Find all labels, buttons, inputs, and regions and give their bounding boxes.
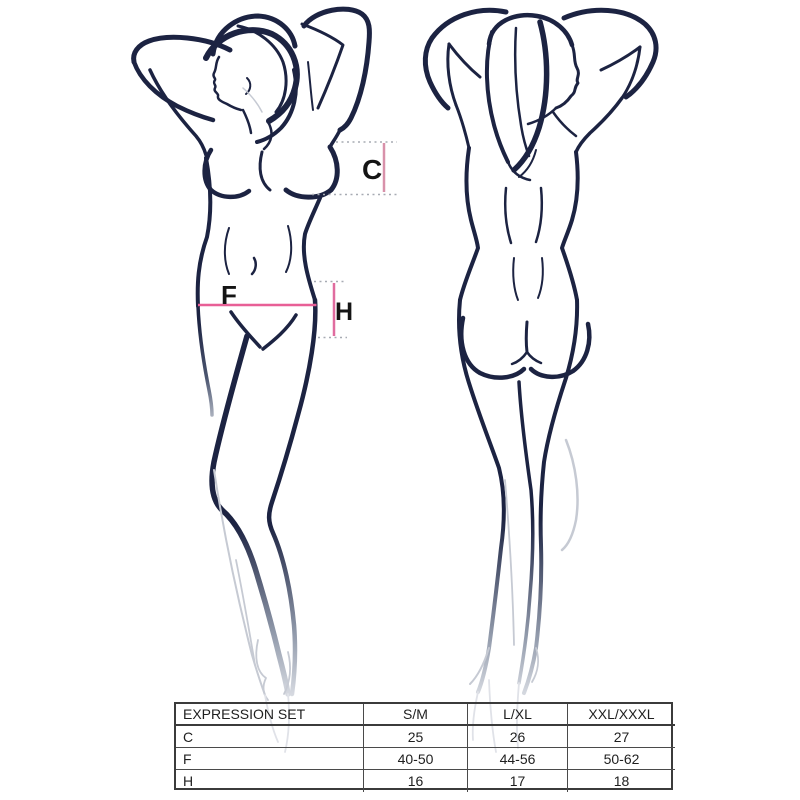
measurement-label-c: C	[362, 154, 383, 185]
size-table-value: 40-50	[364, 748, 468, 770]
size-table-value: 50-62	[568, 748, 675, 770]
size-table-product-name: EXPRESSION SET	[176, 704, 364, 726]
size-table	[174, 702, 673, 790]
back-figure-illustration	[425, 10, 656, 752]
size-table-row-label: F	[176, 748, 364, 770]
size-table-value: 44-56	[468, 748, 568, 770]
size-table-value: 26	[468, 726, 568, 748]
size-table-col-sm: S/M	[364, 704, 468, 726]
measurement-marker-c	[312, 142, 398, 195]
size-table-col-lxl: L/XL	[468, 704, 568, 726]
size-table-value: 17	[468, 770, 568, 792]
size-table-row-label: H	[176, 770, 364, 792]
size-table-value: 16	[364, 770, 468, 792]
front-figure-illustration	[134, 9, 370, 752]
size-table-value: 27	[568, 726, 675, 748]
size-table-value: 18	[613, 773, 630, 789]
size-table-row-label: C	[176, 726, 364, 748]
measurement-label-f: F	[221, 280, 237, 310]
size-table-value: 25	[364, 726, 468, 748]
measurement-label-h: H	[335, 298, 354, 326]
size-table-col-xxl: XXL/XXXL	[568, 704, 675, 726]
